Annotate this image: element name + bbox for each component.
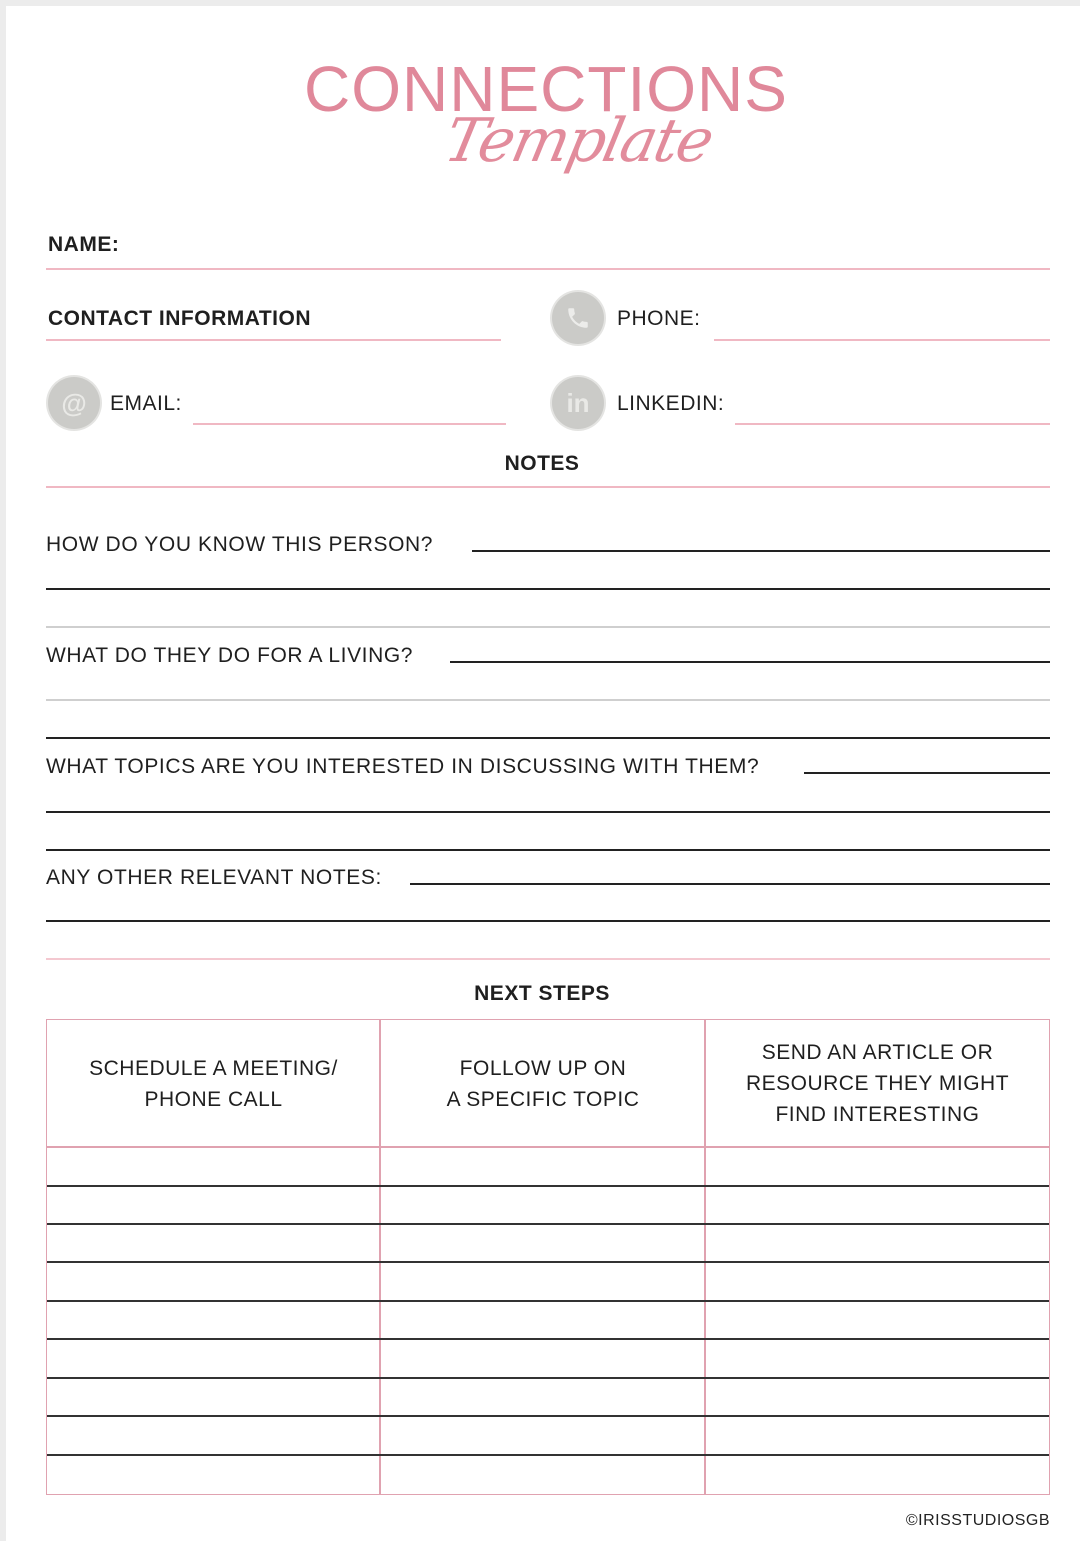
linkedin-label: LINKEDIN: <box>617 392 725 415</box>
phone-field-line[interactable] <box>714 339 1050 341</box>
table-row-line <box>47 1261 1049 1263</box>
answer-line[interactable] <box>46 588 1050 590</box>
phone-icon <box>552 292 604 344</box>
table-row-line <box>47 1185 1049 1187</box>
header-line: FOLLOW UP ON <box>459 1056 627 1080</box>
email-icon <box>48 377 100 429</box>
answer-line[interactable] <box>46 737 1050 739</box>
column-header-schedule <box>47 1020 380 1147</box>
table-row-line <box>47 1338 1049 1340</box>
answer-line[interactable] <box>472 550 1050 552</box>
question-other-notes: ANY OTHER RELEVANT NOTES: <box>46 866 382 889</box>
column-header-follow-up <box>381 1020 705 1147</box>
answer-line[interactable] <box>46 626 1050 628</box>
question-living: WHAT DO THEY DO FOR A LIVING? <box>46 644 414 667</box>
column-header-send-article <box>706 1020 1049 1147</box>
linkedin-icon <box>552 377 604 429</box>
linkedin-field-line[interactable] <box>735 423 1050 425</box>
header-divider <box>47 1146 1049 1148</box>
header-line: SEND AN ARTICLE OR <box>761 1041 994 1064</box>
answer-line[interactable] <box>804 772 1050 774</box>
page-title: CONNECTIONS <box>304 53 788 125</box>
column-divider <box>379 1020 381 1494</box>
email-field-line[interactable] <box>193 423 506 425</box>
page <box>6 6 1080 1541</box>
answer-line[interactable] <box>46 920 1050 922</box>
header-line: FIND INTERESTING <box>775 1103 980 1126</box>
name-label: NAME: <box>48 233 120 256</box>
answer-line[interactable] <box>450 661 1050 663</box>
header-line: PHONE CALL <box>144 1087 283 1111</box>
answer-line[interactable] <box>46 849 1050 851</box>
table-row-line <box>47 1300 1049 1302</box>
question-topics: WHAT TOPICS ARE YOU INTERESTED IN DISCUSSING WITH THEM? <box>46 755 760 778</box>
notes-end-divider <box>46 958 1050 960</box>
header-line: SCHEDULE A MEETING/ <box>89 1056 338 1080</box>
table-row-line <box>47 1377 1049 1379</box>
name-field-line[interactable] <box>46 268 1050 270</box>
table-row-line <box>47 1415 1049 1417</box>
column-divider <box>704 1020 706 1494</box>
next-steps-table <box>46 1019 1050 1495</box>
notes-heading: NOTES <box>504 452 580 475</box>
page-subtitle: Template <box>438 106 719 176</box>
phone-label: PHONE: <box>617 307 701 330</box>
answer-line[interactable] <box>410 883 1050 885</box>
email-label: EMAIL: <box>110 392 182 415</box>
answer-line[interactable] <box>46 699 1050 701</box>
next-steps-heading: NEXT STEPS <box>474 982 610 1005</box>
answer-line[interactable] <box>46 811 1050 813</box>
header-line: RESOURCE THEY MIGHT <box>745 1072 1010 1095</box>
copyright-text: ©IRISSTUDIOSGB <box>905 1512 1050 1529</box>
contact-information-label: CONTACT INFORMATION <box>48 307 312 330</box>
notes-divider <box>46 486 1050 488</box>
table-row-line <box>47 1223 1049 1225</box>
question-how-know: HOW DO YOU KNOW THIS PERSON? <box>46 533 434 556</box>
table-row-line <box>47 1454 1049 1456</box>
email-icon-glyph: @ <box>61 387 87 418</box>
header-line: A SPECIFIC TOPIC <box>446 1087 640 1111</box>
linkedin-icon-glyph: in <box>566 387 590 418</box>
contact-information-line <box>46 339 501 341</box>
